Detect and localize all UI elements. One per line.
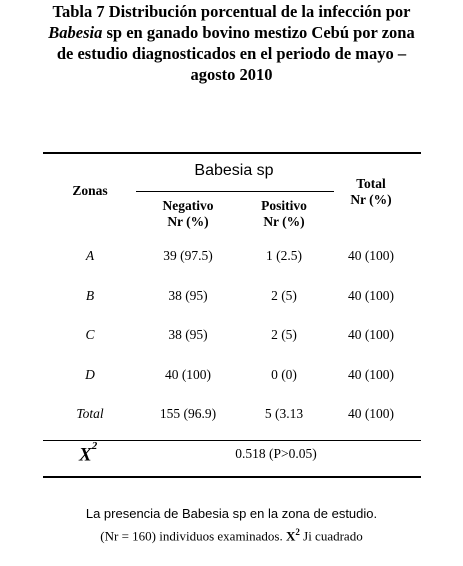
caption-line-1: Tabla 7 Distribución porcentual de la infección por	[52, 2, 411, 21]
footer-line-2-c: Ji cuadrado	[299, 528, 363, 544]
positivo-header: Positivo	[261, 198, 307, 213]
positivo-unit: Nr (%)	[263, 214, 305, 229]
babesia-header: Babesia sp	[194, 162, 274, 179]
caption-line-4: agosto 2010	[190, 65, 273, 84]
total-cell: 40 (100)	[347, 367, 395, 382]
negativo-cell: 38 (95)	[168, 288, 208, 303]
footer-line-1-text: La presencia de Babesia sp en la zona de estudio.	[85, 506, 378, 521]
zona-cell: A	[85, 248, 95, 263]
positivo-cell: 5 (3.13	[264, 406, 304, 421]
caption-line-3: de estudio diagnosticados en el periodo de mayo –	[56, 44, 407, 63]
footer-note-line-2	[0, 523, 463, 545]
caption-species-italic: Babesia	[48, 23, 103, 42]
total-cell: 40 (100)	[347, 327, 395, 342]
positivo-cell: 2 (5)	[271, 327, 297, 342]
footer-chi-superscript: 2	[295, 527, 300, 537]
zona-cell: B	[85, 288, 95, 303]
table-top-rule	[43, 152, 421, 154]
footer-note-line-1	[0, 505, 463, 523]
total-cell: 40 (100)	[347, 288, 395, 303]
chi-square-value: 0.518 (P>0.05)	[235, 446, 317, 461]
total-header: Total	[356, 176, 386, 191]
chi-letter: X	[79, 444, 92, 466]
chi-square-label	[79, 440, 98, 466]
total-cell: 40 (100)	[347, 406, 395, 421]
table-middle-rule	[43, 440, 421, 441]
negativo-cell: 40 (100)	[164, 367, 212, 382]
negativo-header: Negativo	[162, 198, 214, 213]
zona-cell: C	[85, 327, 95, 342]
total-cell: 40 (100)	[347, 248, 395, 263]
chi-superscript: 2	[91, 440, 98, 452]
zona-cell: Total	[76, 406, 104, 421]
table-bottom-rule	[43, 476, 421, 478]
caption-line-2	[6, 22, 457, 43]
negativo-cell: 38 (95)	[168, 327, 208, 342]
zona-cell: D	[85, 367, 95, 382]
footer-line-2-a: (Nr = 160) individuos examinados.	[100, 528, 286, 544]
footer-chi-letter: X	[286, 528, 296, 544]
total-unit: Nr (%)	[350, 192, 392, 207]
positivo-cell: 1 (2.5)	[266, 248, 302, 263]
negativo-unit: Nr (%)	[167, 214, 209, 229]
positivo-cell: 0 (0)	[271, 367, 297, 382]
babesia-subheader-rule	[136, 191, 334, 192]
positivo-cell: 2 (5)	[271, 288, 297, 303]
negativo-cell: 39 (97.5)	[163, 248, 213, 263]
zonas-header: Zonas	[72, 183, 108, 198]
table-caption	[6, 1, 457, 85]
caption-line-2-rest: sp en ganado bovino mestizo Cebú por zona	[102, 23, 415, 42]
negativo-cell: 155 (96.9)	[159, 406, 217, 421]
